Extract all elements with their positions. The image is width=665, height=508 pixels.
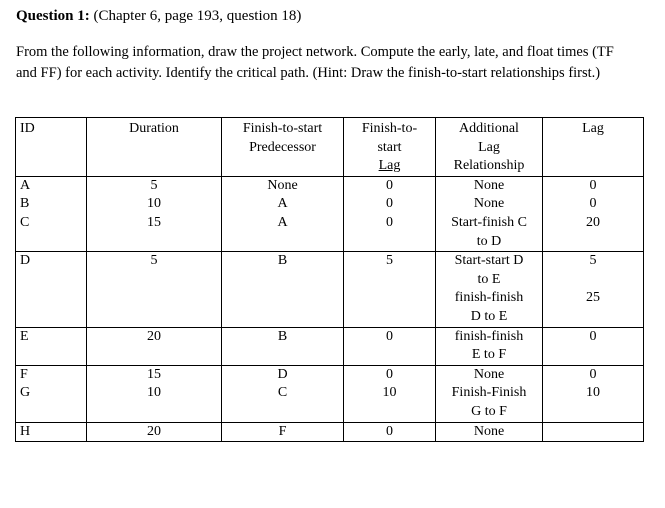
- cell-text-line: finish-finish: [454, 328, 524, 344]
- table-cell: G: [16, 384, 87, 422]
- table-cell: 0: [344, 422, 436, 442]
- table-cell: [436, 214, 543, 252]
- table-cell: 0: [543, 176, 644, 195]
- header-id: ID: [16, 118, 87, 177]
- table-row: [16, 365, 644, 384]
- cell-text-line: D to E: [470, 308, 508, 324]
- table-cell: B: [16, 195, 87, 214]
- table-cell: 10: [87, 384, 222, 422]
- table-cell: 5: [344, 252, 436, 327]
- table-cell: 15: [87, 214, 222, 252]
- table-cell: A: [16, 176, 87, 195]
- question-title: [16, 8, 301, 25]
- table-cell: A: [222, 214, 344, 252]
- table-cell: None: [222, 176, 344, 195]
- cell-text-line: start: [377, 139, 402, 155]
- table-cell: 0: [543, 365, 644, 384]
- table-cell: 0: [344, 365, 436, 384]
- table-cell: 25: [543, 289, 644, 327]
- table-cell: D: [16, 252, 87, 327]
- table-cell: H: [16, 422, 87, 442]
- table-cell: 0: [344, 176, 436, 195]
- table-cell: 5: [87, 176, 222, 195]
- table-cell: None: [436, 195, 543, 214]
- header-additional: [436, 118, 543, 177]
- table-cell: C: [16, 214, 87, 252]
- table-cell: 10: [543, 384, 644, 422]
- table-cell: [436, 327, 543, 365]
- table-row: [16, 422, 644, 442]
- table-row: [16, 252, 644, 290]
- cell-text-line: G to F: [471, 403, 507, 419]
- question-label: Question 1:: [16, 8, 90, 24]
- header-row: [16, 118, 644, 177]
- table-cell: 0: [344, 327, 436, 365]
- table-cell: None: [436, 176, 543, 195]
- question-body: From the following information, draw the project network. Compute the early, late, and float times (TF and FF) for each activity. Identify the critical path. (Hint: Draw the finish-to-start relationships first.): [16, 44, 614, 81]
- table-cell: 20: [87, 327, 222, 365]
- table-cell: 5: [543, 252, 644, 290]
- table-cell: 0: [543, 327, 644, 365]
- cell-text-line: Additional: [459, 121, 519, 136]
- cell-text-line: Predecessor: [249, 139, 316, 155]
- activity-table: [15, 117, 644, 442]
- table-cell: B: [222, 252, 344, 327]
- table-cell: 15: [87, 365, 222, 384]
- table-row: [16, 176, 644, 195]
- table-row: [16, 195, 644, 214]
- table-cell: [543, 422, 644, 442]
- table-cell: F: [16, 365, 87, 384]
- cell-text-line: Finish-to-: [361, 121, 418, 136]
- cell-text-line: Lag: [478, 139, 500, 155]
- cell-text-line: finish-finish: [454, 290, 524, 306]
- table-cell: None: [436, 365, 543, 384]
- table-row: [16, 327, 644, 365]
- table-cell: 10: [87, 195, 222, 214]
- header-additional-lag: Lag: [543, 118, 644, 177]
- table-cell: 20: [87, 422, 222, 442]
- cell-text-line: Finish-Finish: [451, 385, 527, 401]
- table-cell: F: [222, 422, 344, 442]
- table-cell: [436, 252, 543, 290]
- header-fs-lag: [344, 118, 436, 177]
- cell-text-line: Relationship: [453, 158, 525, 174]
- cell-text-line: E to F: [471, 347, 507, 363]
- table-cell: 20: [543, 214, 644, 252]
- header-predecessor: [222, 118, 344, 177]
- table-cell: D: [222, 365, 344, 384]
- cell-text-line: to E: [477, 271, 501, 287]
- table-row: [16, 384, 644, 422]
- table-cell: [436, 384, 543, 422]
- cell-text-line: Start-start D: [454, 253, 524, 269]
- cell-text-line: Lag: [378, 158, 401, 174]
- table-cell: [436, 289, 543, 327]
- cell-text-line: Finish-to-start: [242, 121, 323, 136]
- table-cell: 0: [344, 195, 436, 214]
- table-cell: None: [436, 422, 543, 442]
- header-duration: Duration: [87, 118, 222, 177]
- table-row: [16, 214, 644, 252]
- table-cell: 10: [344, 384, 436, 422]
- table-cell: E: [16, 327, 87, 365]
- cell-text-line: Start-finish C: [451, 214, 527, 230]
- table-cell: A: [222, 195, 344, 214]
- question-reference: (Chapter 6, page 193, question 18): [89, 8, 302, 24]
- table-cell: C: [222, 384, 344, 422]
- table-cell: 5: [87, 252, 222, 327]
- table-cell: B: [222, 327, 344, 365]
- table-cell: 0: [543, 195, 644, 214]
- cell-text-line: to D: [476, 233, 502, 249]
- table-cell: 0: [344, 214, 436, 252]
